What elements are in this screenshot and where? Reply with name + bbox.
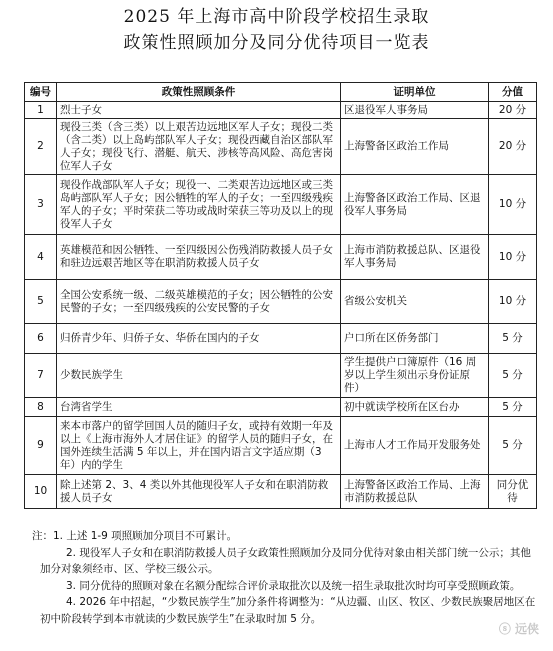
table-row bbox=[25, 354, 537, 398]
row-condition: 烈士子女 bbox=[57, 102, 341, 119]
row-unit: 省级公安机关 bbox=[341, 280, 489, 324]
page-title-line-1: 2025 年上海市高中阶段学校招生录取 bbox=[123, 7, 430, 27]
row-condition: 英雄模范和因公牺牲、一至四级因公伤残消防救援人员子女和驻边远艰苦地区等在职消防救援人员子女 bbox=[57, 235, 341, 280]
table-row bbox=[25, 324, 537, 354]
row-condition: 来本市落户的留学回国人员的随归子女，或持有效期一年及以上《上海市海外人才居住证》的留学人员的随归子女，在国外连续生活满 5 年以上，并在国内语言文字适应期（3 年）内的学生 bbox=[57, 417, 341, 475]
note-2: 2. 现役军人子女和在职消防救援人员子女政策性照顾加分及同分优待对象由相关部门统一公示；其他加分对象须经市、区、学校三级公示。 bbox=[40, 546, 531, 575]
table-row bbox=[25, 398, 537, 417]
row-condition: 台湾省学生 bbox=[57, 398, 341, 417]
row-unit: 上海警备区政治工作局、区退役军人事务局 bbox=[341, 175, 489, 235]
note-3: 3. 同分优待的照顾对象在名额分配综合评价录取批次以及统一招生录取批次时均可享受照顾政策。 bbox=[66, 579, 521, 592]
table-row bbox=[25, 280, 537, 324]
table-header-row bbox=[25, 83, 537, 102]
row-unit: 初中就读学校所在区台办 bbox=[341, 398, 489, 417]
row-no: 4 bbox=[25, 235, 57, 280]
row-unit: 上海警备区政治工作局 bbox=[341, 119, 489, 175]
header-score: 分值 bbox=[489, 83, 537, 102]
row-score: 5 分 bbox=[489, 354, 537, 398]
row-condition: 归侨青少年、归侨子女、华侨在国内的子女 bbox=[57, 324, 341, 354]
row-unit: 上海警备区政治工作局、上海市消防救援总队 bbox=[341, 475, 489, 509]
row-no: 7 bbox=[25, 354, 57, 398]
policy-table bbox=[24, 82, 537, 509]
row-unit: 户口所在区侨务部门 bbox=[341, 324, 489, 354]
row-unit: 区退役军人事务局 bbox=[341, 102, 489, 119]
page-title-line-2: 政策性照顾加分及同分优待项目一览表 bbox=[123, 33, 430, 53]
table-row bbox=[25, 417, 537, 475]
row-score: 5 分 bbox=[489, 398, 537, 417]
row-condition: 现役作战部队军人子女；现役一、二类艰苦边远地区或三类岛屿部队军人子女；因公牺牲的军人的子女；一至四级残疾军人的子女；平时荣获二等功或战时荣获三等功及以上的现役军人子女 bbox=[57, 175, 341, 235]
notes-section bbox=[32, 528, 540, 627]
row-no: 10 bbox=[25, 475, 57, 509]
row-score: 10 分 bbox=[489, 280, 537, 324]
note-4: 4. 2026 年中招起，“少数民族学生”加分条件将调整为：“从边疆、山区、牧区、少数民族聚居地区在初中阶段转学到本市就读的少数民族学生”在录取时加 5 分。 bbox=[40, 596, 536, 625]
note-1: 注：1. 上述 1-9 项照顾加分项目不可累计。 bbox=[32, 530, 238, 542]
header-unit: 证明单位 bbox=[341, 83, 489, 102]
header-condition: 政策性照顾条件 bbox=[57, 83, 341, 102]
row-no: 3 bbox=[25, 175, 57, 235]
row-condition: 现役三类（含三类）以上艰苦边远地区军人子女；现役二类（含二类）以上岛屿部队军人子女；现役西藏自治区部队军人子女；现役飞行、潜艇、航天、涉核等高风险、高危害岗位军人子女 bbox=[57, 119, 341, 175]
row-unit: 学生提供户口簿原件（16 周岁以上学生须出示身份证原件） bbox=[341, 354, 489, 398]
table-row bbox=[25, 119, 537, 175]
row-no: 9 bbox=[25, 417, 57, 475]
row-score: 10 分 bbox=[489, 175, 537, 235]
row-no: 1 bbox=[25, 102, 57, 119]
table-row bbox=[25, 175, 537, 235]
row-no: 5 bbox=[25, 280, 57, 324]
row-score: 5 分 bbox=[489, 417, 537, 475]
watermark: ⓢ 远侠 bbox=[498, 622, 539, 636]
row-score: 10 分 bbox=[489, 235, 537, 280]
row-condition: 全国公安系统一级、二级英雄模范的子女；因公牺牲的公安民警的子女；一至四级残疾的公安民警的子女 bbox=[57, 280, 341, 324]
table-row bbox=[25, 235, 537, 280]
row-condition: 除上述第 2、3、4 类以外其他现役军人子女和在职消防救援人员子女 bbox=[57, 475, 341, 509]
row-score: 5 分 bbox=[489, 324, 537, 354]
table-row bbox=[25, 475, 537, 509]
row-condition: 少数民族学生 bbox=[57, 354, 341, 398]
row-no: 6 bbox=[25, 324, 57, 354]
row-no: 2 bbox=[25, 119, 57, 175]
row-score: 20 分 bbox=[489, 119, 537, 175]
header-no: 编号 bbox=[25, 83, 57, 102]
row-no: 8 bbox=[25, 398, 57, 417]
row-unit: 上海市消防救援总队、区退役军人事务局 bbox=[341, 235, 489, 280]
table-row bbox=[25, 102, 537, 119]
row-unit: 上海市人才工作局开发服务处 bbox=[341, 417, 489, 475]
row-score: 同分优待 bbox=[489, 475, 537, 509]
row-score: 20 分 bbox=[489, 102, 537, 119]
